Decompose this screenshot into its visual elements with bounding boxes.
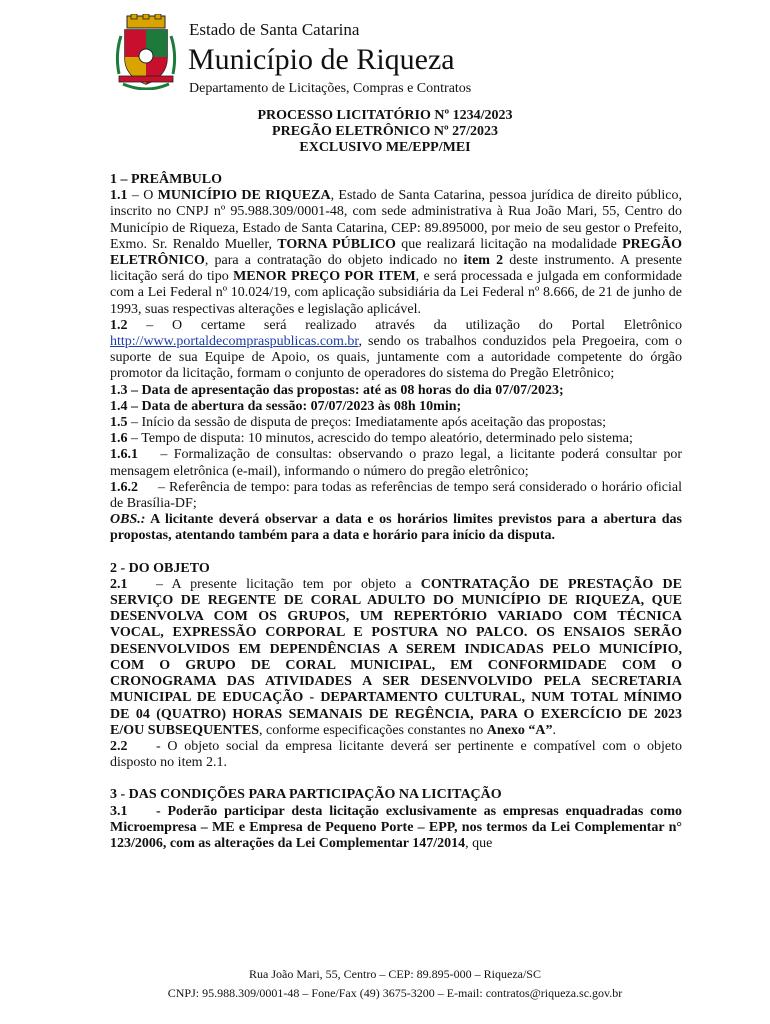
department-name: Departamento de Licitações, Compras e Contratos — [189, 81, 472, 96]
paragraph-1-3: 1.3 – Data de apresentação das propostas: até as 08 horas do dia 07/07/2023; — [110, 382, 564, 398]
item-number: 1.5 — [110, 415, 128, 431]
section-heading-objeto: 2 - DO OBJETO — [110, 560, 210, 576]
paragraph-1-2: 1.2 – O certame será realizado através da utilização do Portal Eletrônico http://www.portaldecompraspublicas.com.br, sendo os trabalhos conduzidos pela Pregoeira, com o suporte de sua Equipe de Apoio, os quais, juntamente com a autoridade competente do órgão promotor da licitação, formam o conjunto de operadores do sistema do Pregão Eletrônico; — [110, 317, 682, 382]
obs-label: OBS.: — [110, 512, 146, 528]
section-heading-preambulo: 1 – PREÂMBULO — [110, 172, 222, 187]
item-number: 1.2 — [110, 317, 128, 333]
exclusivity-note: EXCLUSIVO ME/EPP/MEI — [299, 140, 471, 155]
state-name: Estado de Santa Catarina — [189, 20, 360, 39]
paragraph-1-6: 1.6 – Tempo de disputa: 10 minutos, acrescido do tempo aleatório, determinado pelo sistema; — [110, 431, 633, 447]
item-number: 2.1 — [110, 576, 128, 592]
paragraph-1-1: 1.1 – O MUNICÍPIO DE RIQUEZA, Estado de Santa Catarina, pessoa jurídica de direito público, inscrito no CNPJ nº 95.988.309/0001-48, com sede administrativa à Rua João Mari, 55, Centro do Município de Riqueza, Estado de Santa Catarina, CEP: 89.895000, por meio de seu gestor o Prefeito, Exmo. Sr. Renaldo Mueller, TORNA PÚBLICO que realizará licitação na modalidade PREGÃO ELETRÔNICO, para a contratação do objeto indicado no item 2 deste instrumento. A presente licitação será do tipo MENOR PREÇO POR ITEM, e será processada e julgada em conformidade com a Lei Federal nº 10.024/19, com aplicação subsidiária da Lei Federal nº 8.666, de 21 de junho de 1993, suas respectivas alterações e legislação aplicável. — [110, 188, 683, 317]
process-title — [110, 108, 660, 156]
portal-link[interactable]: http://www.portaldecompraspublicas.com.br — [110, 334, 359, 350]
observation-note: OBS.: A licitante deverá observar a data e os horários limites previstos para a abertura das propostas, atentando também para a data e horário para início da disputa. — [110, 512, 682, 544]
paragraph-2-1: 2.1 – A presente licitação tem por objeto a CONTRATAÇÃO DE PRESTAÇÃO DE SERVIÇO DE REGENTE DE CORAL ADULTO DO MUNICÍPIO DE RIQUEZA, QUE DESENVOLVA COM OS GRUPOS, UM REPERTÓRIO VARIADO COM TÉCNICA VOCAL, EXPRESSÃO CORPORAL E POSTURA NO PALCO. OS ENSAIOS SERÃO DESENVOLVIDOS EM DEPENDÊNCIAS A SEREM INDICADAS PELO MUNICÍPIO, COM O GRUPO DE CORAL MUNICIPAL, EM CONFORMIDADE COM O CRONOGRAMA DAS ATIVIDADES A SER DESENVOLVIDO PELA SECRETARIA MUNICIPAL DE EDUCAÇÃO - DEPARTAMENTO CULTURAL, NUM TOTAL MÍNIMO DE 04 (QUATRO) HORAS SEMANAIS DE REGÊNCIA, PARA O EXERCÍCIO DE 2023 E/OU SUBSEQUENTES, conforme especificações constantes no Anexo “A”. — [110, 576, 682, 738]
pregao-number: PREGÃO ELETRÔNICO Nº 27/2023 — [272, 124, 498, 139]
paragraph-1-6-1: 1.6.1 – Formalização de consultas: observando o prazo legal, a licitante poderá consultar por mensagem eletrônica (e-mail), informando o número do pregão eletrônico; — [110, 447, 682, 479]
footer-address: Rua João Mari, 55, Centro – CEP: 89.895-000 – Riqueza/SC — [249, 967, 541, 981]
footer-contact: CNPJ: 95.988.309/0001-48 – Fone/Fax (49) 3675-3200 – E-mail: contratos@riqueza.sc.gov.br — [167, 986, 623, 1000]
municipal-coat-of-arms-icon — [113, 14, 179, 90]
item-number: 3.1 — [110, 803, 128, 819]
municipality-name: Município de Riqueza — [188, 43, 455, 76]
item-number: 1.6 — [110, 431, 128, 447]
page-footer — [100, 965, 690, 1003]
paragraph-2-2: 2.2 - O objeto social da empresa licitante deverá ser pertinente e compatível com o objeto disposto no item 2.1. — [110, 738, 682, 771]
paragraph-1-5: 1.5 – Início da sessão de disputa de preços: Imediatamente após aceitação das propostas; — [110, 415, 607, 431]
item-number: 2.2 — [110, 738, 128, 754]
document-body — [110, 172, 682, 852]
process-number: PROCESSO LICITATÓRIO Nº 1234/2023 — [257, 108, 513, 123]
letterhead — [113, 10, 673, 96]
paragraph-1-6-2: 1.6.2 – Referência de tempo: para todas as referências de tempo será considerado o horário oficial de Brasília-DF; — [110, 479, 682, 512]
paragraph-1-4: 1.4 – Data de abertura da sessão: 07/07/2023 às 08h 10min; — [110, 398, 462, 414]
item-number: 1.6.1 — [110, 447, 138, 463]
paragraph-3-1: 3.1 - Poderão participar desta licitação exclusivamente as empresas enquadradas como Microempresa – ME e Empresa de Pequeno Porte – EPP, nos termos da Lei Complementar n° 123/2006, com as alterações da Lei Complementar 147/2014, que — [110, 803, 682, 851]
item-number: 1.1 — [110, 188, 128, 204]
section-heading-condicoes: 3 - DAS CONDIÇÕES PARA PARTICIPAÇÃO NA LICITAÇÃO — [110, 787, 502, 803]
item-number: 1.6.2 — [110, 479, 138, 495]
